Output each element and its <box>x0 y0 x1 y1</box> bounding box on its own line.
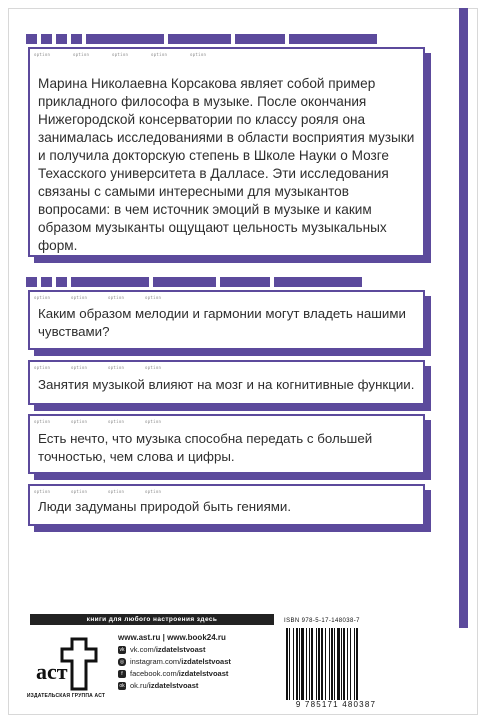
option-labels: option option option option <box>34 365 162 370</box>
contact-links <box>118 632 231 692</box>
accent-stripe <box>459 8 468 628</box>
option-labels: option option option option <box>34 489 162 494</box>
barcode-bar <box>356 628 358 700</box>
social-link-ok[interactable]: ok ok.ru/izdatelstvoast <box>119 681 199 690</box>
barcode-bar <box>329 628 330 700</box>
quote-card <box>28 290 425 350</box>
quote-text: Люди задуманы природой быть гениями. <box>38 499 292 514</box>
ok-icon: ok <box>119 683 125 689</box>
facebook-icon: f <box>118 670 126 678</box>
decor-blocks-mid <box>26 277 362 287</box>
vk-icon: vk <box>119 647 125 653</box>
barcode-bar <box>306 628 307 700</box>
barcode-bar <box>350 628 351 700</box>
barcode-bar <box>293 628 294 700</box>
website-links[interactable]: www.ast.ru | www.book24.ru <box>118 633 226 642</box>
quote-card <box>28 484 425 526</box>
barcode-bar <box>343 628 345 700</box>
social-link-vk[interactable]: vk vk.com/izdatelstvoast <box>119 645 206 654</box>
barcode-bar <box>316 628 317 700</box>
social-link-facebook[interactable]: f facebook.com/izdatelstvoast <box>118 668 231 680</box>
barcode-bar <box>325 628 326 700</box>
tagline: книги для любого настроения здесь <box>30 614 274 625</box>
barcode-bar <box>311 628 313 700</box>
quote-text: Занятия музыкой влияют на мозг и на когнитивные функции. <box>38 377 415 392</box>
social-link-instagram[interactable]: ◎ instagram.com/izdatelstvoast <box>119 657 231 666</box>
barcode-bar <box>301 628 304 700</box>
barcode-number: 9 785171 480387 <box>295 700 377 709</box>
annotation-text: Марина Николаевна Корсакова являет собой пример прикладного философа в музыке. После окончания Нижегородской консерватории по классу рояля она занималась исследованиями в области восприятия музыки и получила докторскую степень в Школе Науки о Мозге Техасского университета в Далласе. Эти исследования связаны с самыми интересными для музыкантов вопросами: в чем источник эмоций в музыке и каким образом музыканты ощущают цельность музыкальных форм. <box>38 76 415 253</box>
quote-card <box>28 414 425 474</box>
option-labels: option option option option option <box>34 52 207 57</box>
barcode-bar <box>299 628 300 700</box>
option-labels: option option option option <box>34 295 162 300</box>
barcode-bar <box>318 628 320 700</box>
barcode-bar <box>331 628 333 700</box>
quote-card <box>28 360 425 405</box>
option-labels: option option option option <box>34 419 162 424</box>
quote-text: Есть нечто, что музыка способна передать с большей точностью, чем слова и цифры. <box>38 431 373 464</box>
barcode-bar <box>341 628 342 700</box>
instagram-icon: ◎ <box>119 659 125 665</box>
barcode-bar <box>321 628 323 700</box>
barcode-bar <box>337 628 340 700</box>
isbn: ISBN 978-5-17-148038-7 <box>284 618 360 624</box>
barcode-bar <box>309 628 310 700</box>
logo-lettering: аст <box>36 659 68 684</box>
barcode-bar <box>347 628 348 700</box>
publisher-name: ИЗДАТЕЛЬСКАЯ ГРУППА АСТ <box>26 693 106 699</box>
barcode-bar <box>289 628 290 700</box>
barcode-bar <box>334 628 335 700</box>
barcode-bar <box>286 628 288 700</box>
annotation-card <box>28 47 425 257</box>
barcode <box>284 628 388 700</box>
quote-text: Каким образом мелодии и гармонии могут владеть нашими чувствами? <box>38 306 406 339</box>
ast-logo <box>32 635 102 695</box>
decor-blocks-top <box>26 34 377 44</box>
barcode-bar <box>296 628 298 700</box>
barcode-bar <box>354 628 355 700</box>
